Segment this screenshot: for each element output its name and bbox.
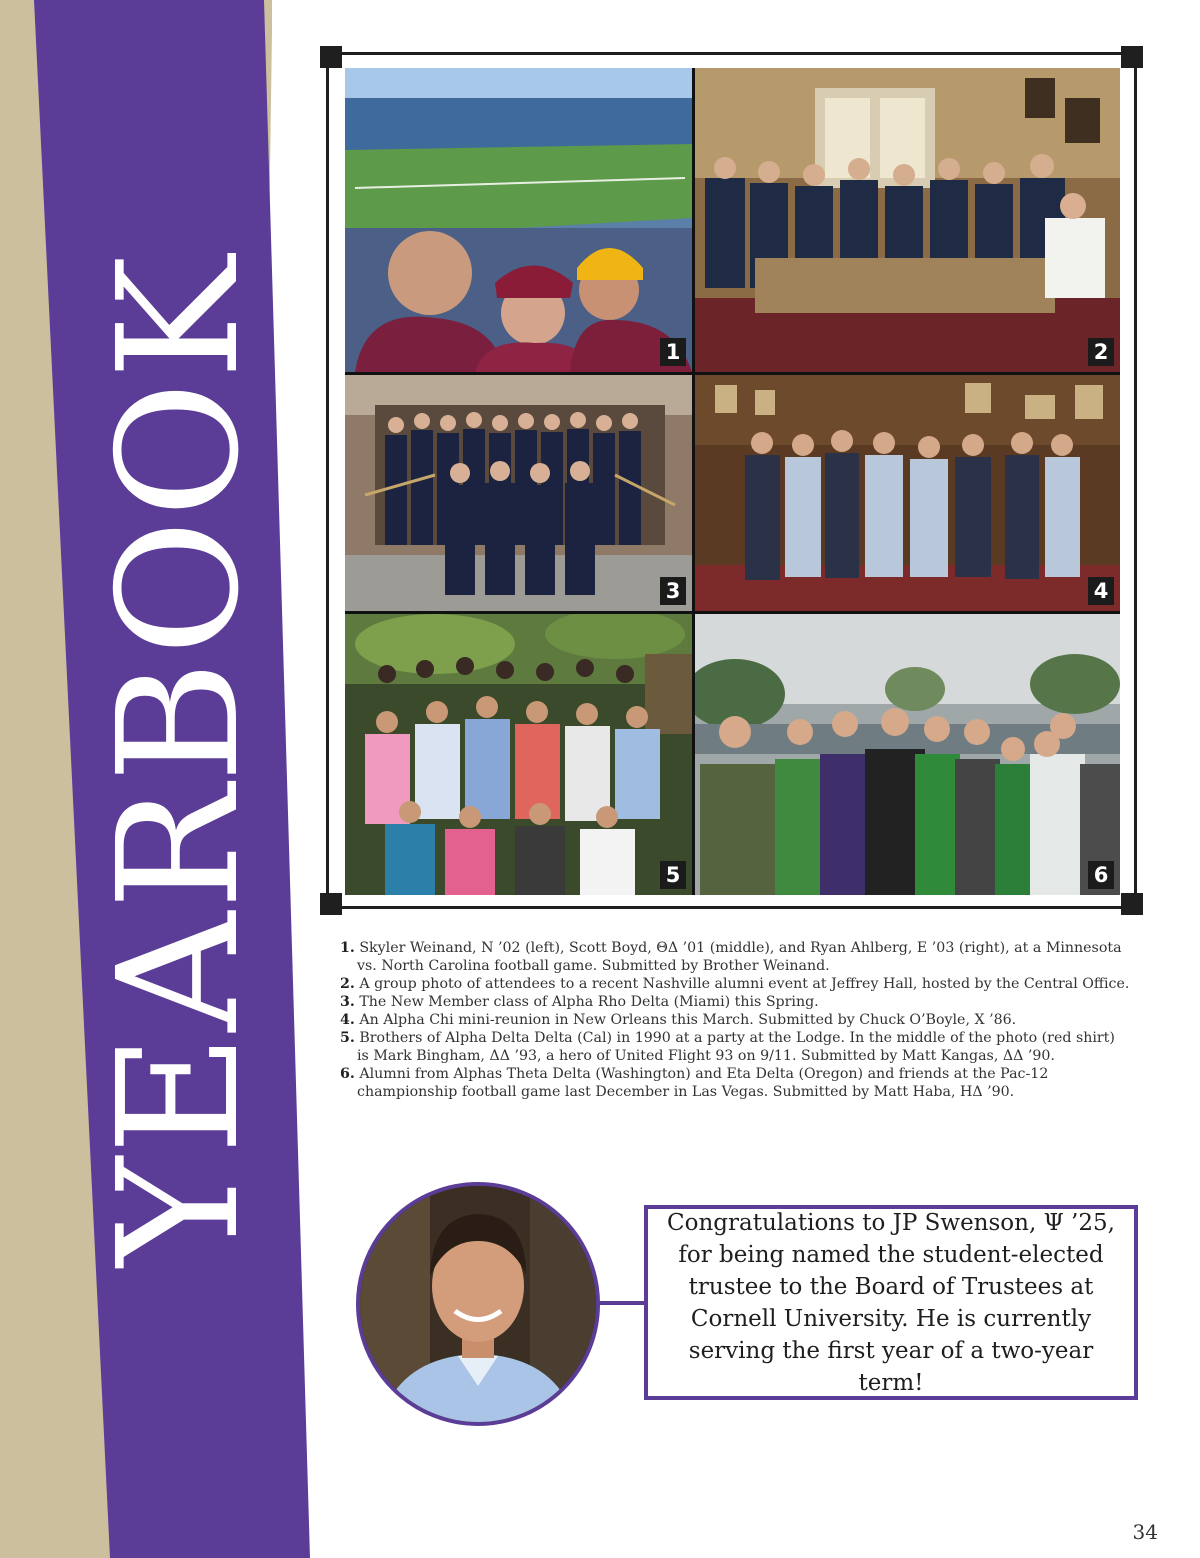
- photo-2-image: [695, 68, 1120, 372]
- photo-6-image: [695, 614, 1120, 895]
- photo-5-image: [345, 614, 692, 895]
- caption-item: [340, 939, 1130, 975]
- caption-number: 5.: [340, 1030, 355, 1046]
- caption-number: 6.: [340, 1066, 355, 1082]
- photo-new-orleans-reunion: [695, 375, 1120, 611]
- photo-collage: [345, 68, 1120, 895]
- photo-pac12-game: [695, 614, 1120, 895]
- caption-number: 4.: [340, 1012, 355, 1028]
- frame-corner: [1121, 46, 1143, 68]
- photo-captions: [340, 939, 1130, 1101]
- caption-text: The New Member class of Alpha Rho Delta (Miami) this Spring.: [359, 994, 819, 1010]
- congratulations-box: [644, 1205, 1138, 1400]
- photo-jeffrey-hall-group: [695, 68, 1120, 372]
- caption-item: [340, 975, 1130, 993]
- photo-number-badge: 4: [1088, 577, 1114, 605]
- photo-1-image: [345, 68, 692, 372]
- frame-corner: [1121, 893, 1143, 915]
- caption-item: [340, 1011, 1130, 1029]
- caption-text: A group photo of attendees to a recent Nashville alumni event at Jeffrey Hall, hosted by the Central Office.: [359, 976, 1130, 992]
- caption-item: [340, 993, 1130, 1011]
- photo-number-badge: 2: [1088, 338, 1114, 366]
- photo-stadium-selfie: [345, 68, 692, 372]
- page-number: 34: [1132, 1520, 1158, 1544]
- caption-number: 3.: [340, 994, 355, 1010]
- photo-number-badge: 3: [660, 577, 686, 605]
- caption-number: 2.: [340, 976, 355, 992]
- caption-text: An Alpha Chi mini-reunion in New Orleans this March. Submitted by Chuck O’Boyle, X ’86.: [359, 1012, 1017, 1028]
- congratulations-text: Congratulations to JP Swenson, Ψ ’25, for being named the student-elected trustee to the Board of Trustees at Cornell University. He is currently serving the first year of a two-year term!: [667, 1209, 1115, 1396]
- yearbook-band: [0, 0, 320, 1558]
- section-title: YEARBOOK: [83, 253, 276, 1267]
- photo-4-image: [695, 375, 1120, 611]
- photo-number-badge: 6: [1088, 861, 1114, 889]
- photo-number-badge: 5: [660, 861, 686, 889]
- caption-item: [340, 1029, 1130, 1065]
- frame-corner: [320, 46, 342, 68]
- photo-1990-party: [345, 614, 692, 895]
- photo-number-badge: 1: [660, 338, 686, 366]
- caption-text: Alumni from Alphas Theta Delta (Washington) and Eta Delta (Oregon) and friends at the Pac-12 championship football game last December in Las Vegas. Submitted by Matt Haba, HΔ ’90.: [357, 1066, 1049, 1100]
- caption-text: Skyler Weinand, N ’02 (left), Scott Boyd, ΘΔ ’01 (middle), and Ryan Ahlberg, E ’03 (right), at a Minnesota vs. North Carolina football game. Submitted by Brother Weinand.: [357, 940, 1122, 974]
- frame-corner: [320, 893, 342, 915]
- caption-item: [340, 1065, 1130, 1101]
- connector-line: [598, 1301, 646, 1305]
- caption-text: Brothers of Alpha Delta Delta (Cal) in 1990 at a party at the Lodge. In the middle of the photo (red shirt) is Mark Bingham, ΔΔ ’93, a hero of United Flight 93 on 9/11. Submitted by Matt Kangas, ΔΔ ’90.: [357, 1030, 1115, 1064]
- photo-new-member-class: [345, 375, 692, 611]
- portrait-image: [360, 1186, 596, 1422]
- caption-number: 1.: [340, 940, 355, 956]
- portrait-photo: [356, 1182, 600, 1426]
- photo-3-image: [345, 375, 692, 611]
